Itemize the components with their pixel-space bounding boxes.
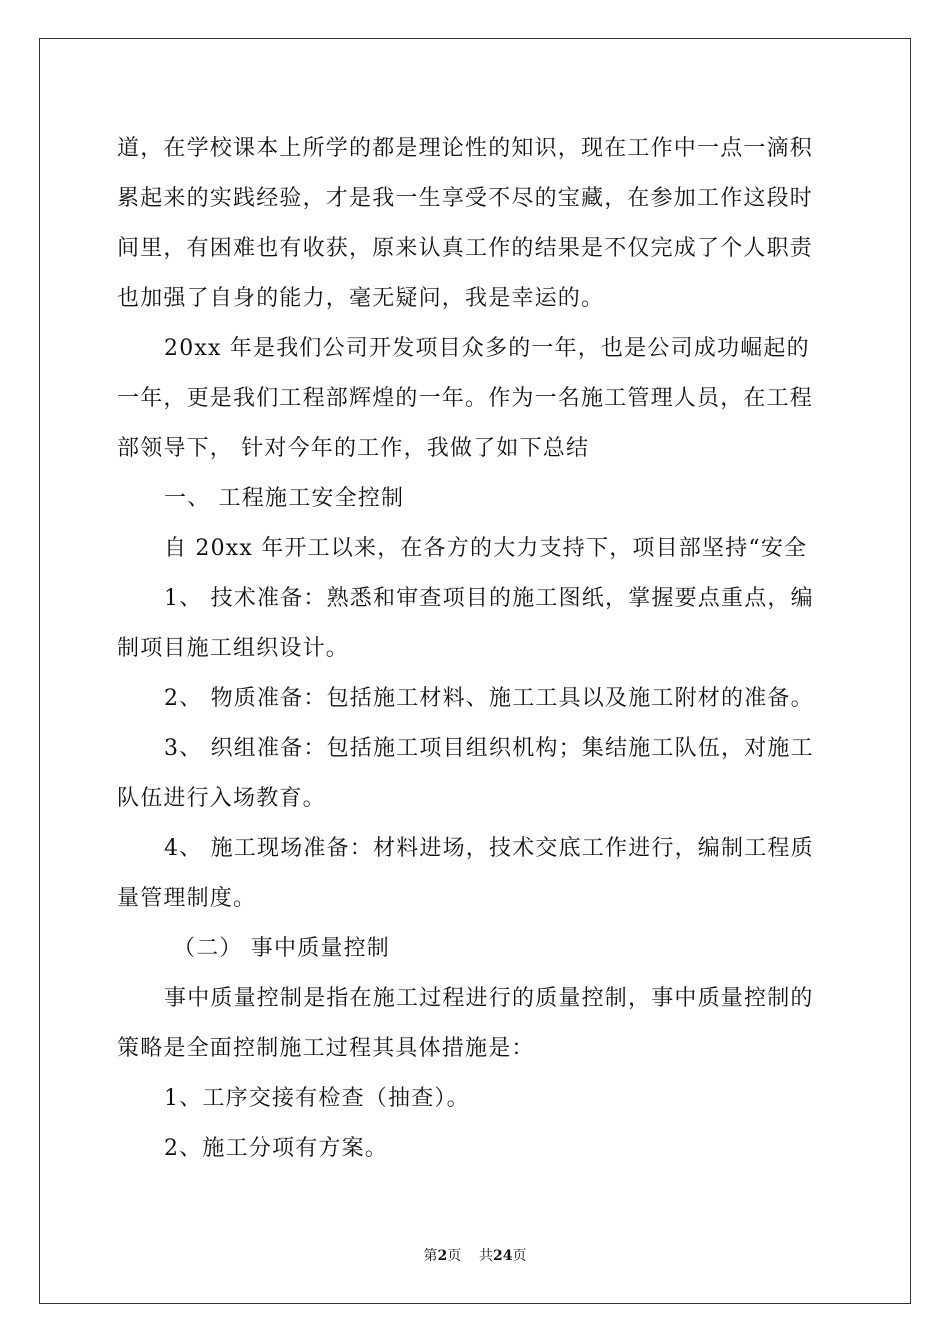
list-item: 3、 织组准备：包括施工项目组织机构；集结施工队伍，对施工: [164, 736, 814, 761]
section-heading: （二） 事中质量控制: [173, 936, 390, 961]
text-line: 也加强了自身的能力，毫无疑问，我是幸运的。: [117, 286, 605, 311]
list-item: 4、 施工现场准备：材料进场，技术交底工作进行，编制工程质: [164, 836, 814, 861]
text-line: 量管理制度。: [117, 886, 257, 911]
list-item: 1、 技术准备：熟悉和审查项目的施工图纸，掌握要点重点，编: [164, 586, 814, 611]
text-line: 队伍进行入场教育。: [117, 786, 326, 811]
page-suffix: 页: [447, 1248, 462, 1264]
total-pages: 24: [493, 1248, 513, 1264]
page-prefix: 第: [423, 1248, 438, 1264]
text-line: 一年，更是我们工程部辉煌的一年。作为一名施工管理人员，在工程: [117, 386, 814, 411]
list-item: 2、施工分项有方案。: [164, 1136, 388, 1161]
list-item: 2、 物质准备：包括施工材料、施工工具以及施工附材的准备。: [164, 686, 814, 711]
section-heading: 一、 工程施工安全控制: [164, 486, 405, 511]
list-item: 1、工序交接有检查（抽查）。: [164, 1086, 470, 1111]
text-line: 20xx 年是我们公司开发项目众多的一年，也是公司成功崛起的: [164, 336, 810, 361]
text-line: 部领导下， 针对今年的工作，我做了如下总结: [117, 436, 590, 461]
text-line: 策略是全面控制施工过程其具体措施是：: [117, 1036, 535, 1061]
text-line: 制项目施工组织设计。: [117, 636, 350, 661]
text-line: 累起来的实践经验，才是我一生享受不尽的宝藏，在参加工作这段时: [117, 186, 814, 211]
total-prefix: 共: [479, 1248, 494, 1264]
page-number: 2: [437, 1248, 448, 1264]
text-line: 事中质量控制是指在施工过程进行的质量控制，事中质量控制的: [164, 986, 814, 1011]
text-line: 间里，有困难也有收获，原来认真工作的结果是不仅完成了个人职责: [117, 236, 814, 261]
page-footer: [0, 1245, 950, 1265]
text-line: 自 20xx 年开工以来，在各方的大力支持下，项目部坚持“安全: [164, 536, 808, 561]
document-body: [117, 124, 833, 1174]
text-line: 道，在学校课本上所学的都是理论性的知识，现在工作中一点一滴积: [117, 136, 814, 161]
total-suffix: 页: [512, 1248, 527, 1264]
